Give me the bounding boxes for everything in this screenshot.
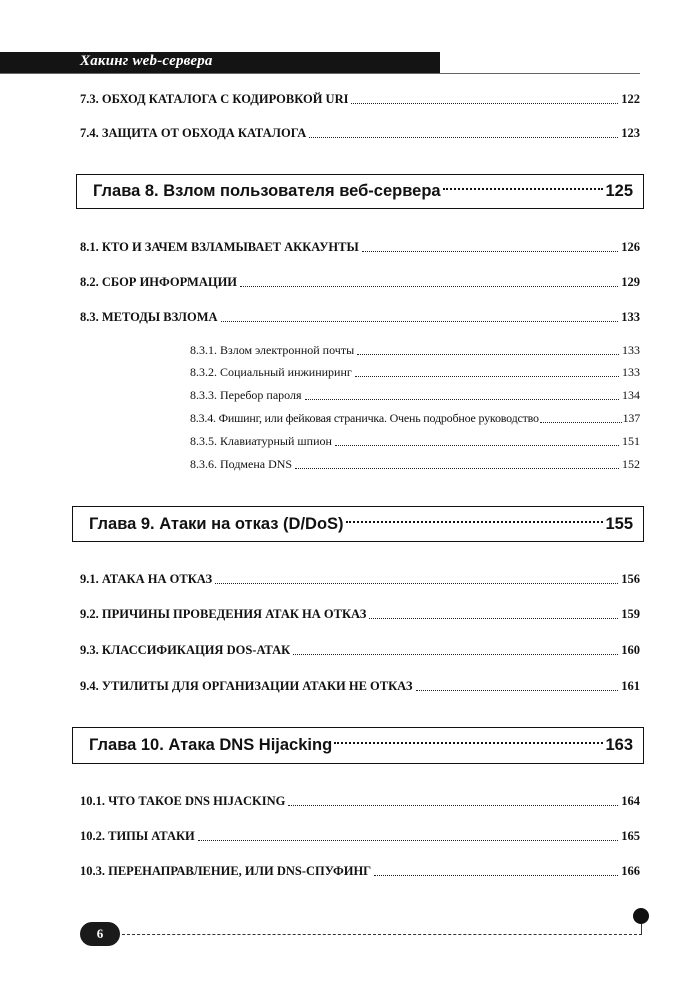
toc-entry-label: 10.2. ТИПЫ АТАКИ [80, 829, 195, 843]
toc-entry-page: 129 [621, 275, 640, 289]
toc-entry-10-1 [80, 794, 640, 809]
chapter-page: 163 [605, 736, 633, 754]
toc-entry-page: 122 [621, 92, 640, 106]
footer-dot-ornament [633, 908, 649, 924]
toc-subentry-8-3-6 [190, 457, 640, 472]
toc-entry-label: 8.3.5. Клавиатурный шпион [190, 434, 332, 448]
toc-entry-page: 151 [622, 434, 640, 448]
toc-entry-page: 159 [621, 607, 640, 621]
toc-entry-page: 165 [621, 829, 640, 843]
dot-leader [295, 468, 619, 469]
dot-leader [540, 422, 622, 423]
toc-entry-label: 8.3.3. Перебор пароля [190, 388, 302, 402]
toc-entry-page: 134 [622, 388, 640, 402]
dot-leader [346, 521, 604, 523]
dot-leader [198, 840, 618, 841]
toc-entry-label: 9.4. УТИЛИТЫ ДЛЯ ОРГАНИЗАЦИИ АТАКИ НЕ ОТКАЗ [80, 679, 413, 693]
dot-leader [369, 618, 618, 619]
toc-entry-page: 161 [621, 679, 640, 693]
dot-leader [416, 690, 619, 691]
dot-leader [309, 137, 618, 138]
toc-subentry-8-3-4 [190, 411, 640, 426]
header-rule [0, 73, 640, 74]
toc-entry-page: 160 [621, 643, 640, 657]
toc-entry-page: 126 [621, 240, 640, 254]
toc-entry-page: 152 [622, 457, 640, 471]
dot-leader [335, 445, 619, 446]
toc-entry-page: 133 [622, 365, 640, 379]
running-header-bar [0, 52, 440, 73]
toc-entry-page: 137 [622, 411, 640, 425]
toc-entry-page: 164 [621, 794, 640, 808]
toc-subentry-8-3-5 [190, 434, 640, 449]
chapter-10-box [72, 727, 644, 764]
dot-leader [351, 103, 618, 104]
toc-entry-label: 8.3.6. Подмена DNS [190, 457, 293, 471]
footer-dashed-rule [122, 934, 642, 935]
toc-entry-label: 8.3. МЕТОДЫ ВЗЛОМА [80, 310, 218, 324]
toc-subentry-8-3-3 [190, 388, 640, 403]
toc-entry-8-2 [80, 275, 640, 290]
toc-entry-page: 123 [621, 126, 640, 140]
toc-subentry-8-3-2 [190, 365, 640, 380]
toc-entry-label: 8.2. СБОР ИНФОРМАЦИИ [80, 275, 238, 289]
chapter-title: Глава 10. Атака DNS Hijacking [89, 736, 333, 754]
dot-leader [334, 742, 603, 744]
toc-entry-label: 8.1. КТО И ЗАЧЕМ ВЗЛАМЫВАЕТ АККАУНТЫ [80, 240, 359, 254]
dot-leader [240, 286, 618, 287]
toc-entry-label: 9.1. АТАКА НА ОТКАЗ [80, 572, 213, 586]
toc-entry-label: 8.3.1. Взлом электронной почты [190, 343, 355, 357]
toc-entry-8-3 [80, 310, 640, 325]
toc-entry-9-2 [80, 607, 640, 622]
chapter-title: Глава 8. Взлом пользователя веб-сервера [93, 182, 441, 200]
chapter-8-box [76, 174, 644, 209]
dot-leader [288, 805, 618, 806]
toc-entry-label: 8.3.4. Фишинг, или фейковая страничка. Очень подробное руководство [190, 411, 539, 425]
toc-entry-page: 133 [621, 310, 640, 324]
toc-entry-label: 7.4. ЗАЩИТА ОТ ОБХОДА КАТАЛОГА [80, 126, 307, 140]
dot-leader [293, 654, 618, 655]
toc-entry-page: 156 [621, 572, 640, 586]
toc-entry-page: 133 [622, 343, 640, 357]
toc-entry-7-4 [80, 126, 640, 141]
dot-leader [362, 251, 619, 252]
toc-entry-label: 9.2. ПРИЧИНЫ ПРОВЕДЕНИЯ АТАК НА ОТКАЗ [80, 607, 367, 621]
dot-leader [215, 583, 618, 584]
dot-leader [374, 875, 618, 876]
toc-entry-label: 7.3. ОБХОД КАТАЛОГА С КОДИРОВКОЙ URI [80, 92, 349, 106]
dot-leader [443, 188, 604, 190]
toc-entry-10-2 [80, 829, 640, 844]
toc-entry-label: 10.1. ЧТО ТАКОЕ DNS HIJACKING [80, 794, 286, 808]
running-header-title: Хакинг web-сервера [80, 53, 213, 69]
toc-entry-9-4 [80, 679, 640, 694]
chapter-page: 155 [605, 514, 633, 533]
toc-entry-8-1 [80, 240, 640, 255]
toc-entry-label: 10.3. ПЕРЕНАПРАВЛЕНИЕ, ИЛИ DNS-СПУФИНГ [80, 864, 372, 878]
dot-leader [357, 354, 619, 355]
toc-entry-9-1 [80, 572, 640, 587]
page-number: 6 [96, 926, 104, 941]
chapter-title: Глава 9. Атаки на отказ (D/DoS) [89, 514, 344, 533]
page-number-badge [80, 922, 120, 946]
chapter-page: 125 [605, 182, 633, 200]
toc-subentry-8-3-1 [190, 343, 640, 358]
dot-leader [305, 399, 619, 400]
toc-entry-10-3 [80, 864, 640, 879]
toc-entry-9-3 [80, 643, 640, 658]
chapter-9-box [72, 506, 644, 542]
toc-entry-label: 8.3.2. Социальный инжиниринг [190, 365, 352, 379]
toc-entry-page: 166 [621, 864, 640, 878]
dot-leader [221, 321, 619, 322]
toc-entry-7-3 [80, 92, 640, 107]
toc-entry-label: 9.3. КЛАССИФИКАЦИЯ DOS-АТАК [80, 643, 291, 657]
dot-leader [355, 376, 619, 377]
